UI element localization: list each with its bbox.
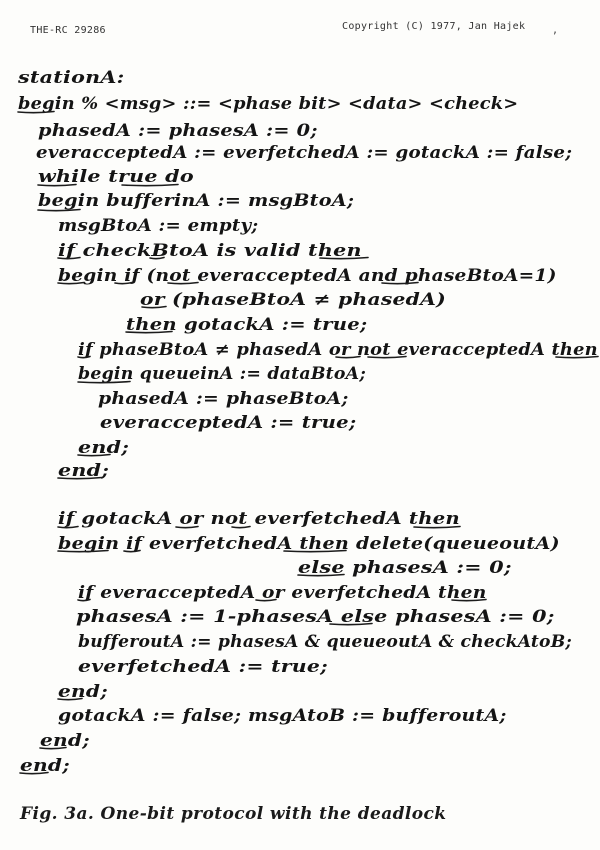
code-line-if-accepted-or-fetched: if everacceptedA or everfetchedA then: [78, 583, 487, 602]
code-line-everfetched-true: everfetchedA := true;: [78, 657, 328, 676]
code-line-bufferout: bufferoutA := phasesA & queueoutA & checkAtoB;: [78, 632, 572, 651]
code-line-then-gotack: then gotackA := true;: [126, 315, 368, 334]
code-line-end-while: end;: [40, 731, 90, 750]
code-line-outer-end: end;: [58, 461, 110, 480]
figure-caption: Fig. 3a. One-bit protocol with the deadlock: [20, 804, 447, 824]
code-line-begin-queuein: begin queueinA := dataBtoA;: [78, 364, 366, 383]
code-line-if-gotack: if gotackA or not everfetchedA then: [58, 509, 460, 528]
code-line-inner-end: end;: [78, 438, 130, 457]
code-line-init-flags: everacceptedA := everfetchedA := gotackA := false;: [36, 143, 573, 162]
code-line-msg-empty: msgBtoA := empty;: [58, 216, 259, 235]
code-line-while: while true do: [38, 167, 194, 186]
code-line-else-phases: else phasesA := 0;: [298, 558, 512, 577]
code-line-if-check-valid: if checkBtoA is valid then: [58, 241, 362, 260]
code-line-gotack-reset: gotackA := false; msgAtoB := bufferoutA;: [58, 706, 507, 725]
corner-mark: ‚: [553, 22, 557, 36]
code-line-end-block: end;: [58, 682, 108, 701]
code-line-everaccepted-true: everacceptedA := true;: [100, 413, 357, 432]
code-line-if-phase-differs: if phaseBtoA ≠ phasedA or not everacceptedA then: [78, 340, 598, 359]
code-line-phased-assign: phasedA := phaseBtoA;: [98, 389, 349, 408]
code-line-phases-toggle: phasesA := 1-phasesA else phasesA := 0;: [76, 607, 555, 626]
code-line-begin-if-not-accepted: begin if (not everacceptedA and phaseBtoA=1): [58, 266, 557, 285]
code-line-begin-bufferin: begin bufferinA := msgBtoA;: [38, 191, 355, 210]
code-line-begin-comment: begin % <msg> ::= <phase bit> <data> <check>: [18, 94, 519, 113]
code-line-or-phase: or (phaseBtoA ≠ phasedA): [140, 290, 446, 309]
code-line-station-label: stationA:: [18, 68, 125, 87]
document-id: THE-RC 29286: [30, 25, 106, 36]
copyright-notice: Copyright (C) 1977, Jan Hajek: [342, 21, 526, 32]
code-line-end-station: end;: [20, 756, 70, 775]
code-line-begin-if-fetched: begin if everfetchedA then delete(queueoutA): [58, 534, 560, 553]
code-line-init-phases: phasedA := phasesA := 0;: [38, 121, 318, 140]
